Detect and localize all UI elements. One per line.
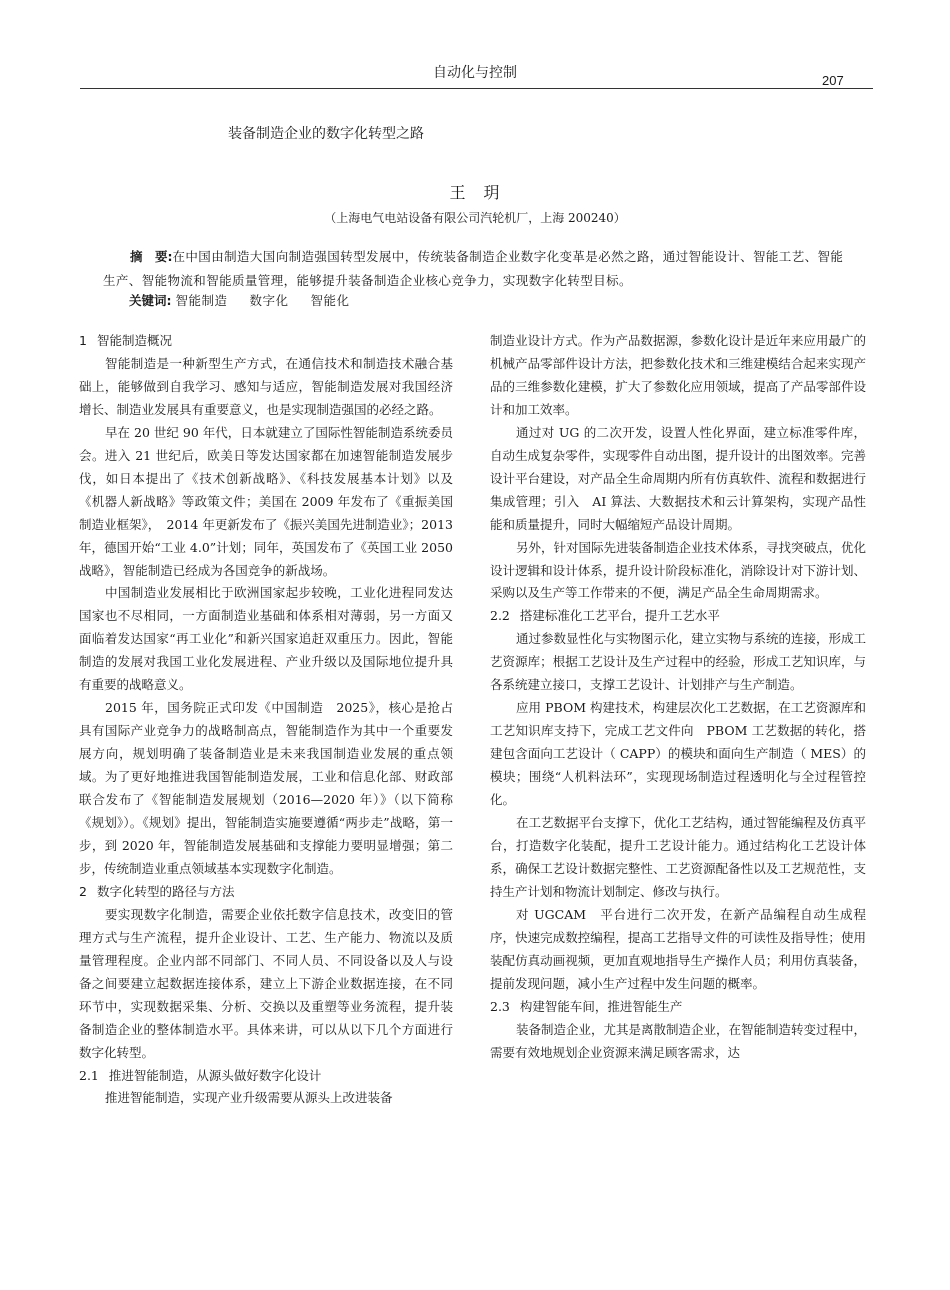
author: 王 玥 [449,183,501,202]
paragraph: 2015 年，国务院正式印发《中国制造 2025》，核心是抢占具有国际产业竞争力的战略制高点，智能制造作为其中一个重要发展方向，规划明确了装备制造业是未来我国制造业发展的重点领域。为了更好地推进我国智能制造发展，工业和信息化部、财政部联合发布了《智能制造发展规划（2016—2020 年）》（以下简称《规划》）。《规划》提出，智能制造实施要遵循“两步走”战略，第一步，到 2020 年，智能制造发展基础和支撑能力要明显增强；第二步，传统制造业重点领域基本实现数字化制造。 [79,700,453,876]
keywords-label: 关键词: [129,293,172,308]
abstract-label: 摘 要: [130,249,173,264]
header-rule [80,88,873,89]
abstract-text: 在中国由制造大国向制造强国转型发展中，传统装备制造企业数字化变革是必然之路，通过智能设计、智能工艺、智能生产、智能物流和智能质量管理，能够提升装备制造企业核心竞争力，实现数字化转型目标。 [103,249,844,288]
section-number: 2.2 [490,608,510,624]
journal-title: 自动化与控制 [433,65,517,81]
section-heading [490,996,866,1019]
abstract [103,245,853,293]
page-number: 207 [822,73,844,88]
paragraph: 在工艺数据平台支撑下，优化工艺结构，通过智能编程及仿真平台，打造数字化装配，提升工艺设计能力。通过结构化工艺设计体系，确保工艺设计数据完整性、工艺资源配备性以及工艺规范性，支持生产计划和物流计划制定、修改与执行。 [490,815,867,899]
left-column [79,330,453,1110]
keyword: 智能化 [310,293,350,308]
article-title: 装备制造企业的数字化转型之路 [228,126,424,142]
paragraph: 推进智能制造，实现产业升级需要从源头上改进装备 [105,1090,393,1106]
section-number: 2 [79,883,87,899]
keyword: 智能制造 [175,293,228,308]
section-heading-text: 构建智能车间，推进智能生产 [519,998,683,1014]
paragraph: 要实现数字化制造，需要企业依托数字信息技术，改变旧的管理方式与生产流程，提升企业设计、工艺、生产能力、物流以及质量管理程度。企业内部不同部门、不同人员、不同设备以及人与设备之间要建立起数据连接体系，建立上下游企业数据连接，在不同环节中，实现数据采集、分析、交换以及重塑等业务流程，提升装备制造企业的整体制造水平。具体来讲，可以从以下几个方面进行数字化转型。 [79,906,453,1060]
section-number: 2.1 [79,1067,99,1083]
section-heading-text: 搭建标准化工艺平台，提升工艺水平 [519,608,720,624]
paragraph: 另外，针对国际先进装备制造企业技术体系，寻找突破点，优化设计逻辑和设计体系，提升设计阶段标准化，消除设计对下游计划、采购以及生产等工作带来的不便，满足产品全生命周期需求。 [490,539,867,601]
section-heading [79,330,453,353]
paragraph: 对 UGCAM 平台进行二次开发，在新产品编程自动生成程序，快速完成数控编程，提高工艺指导文件的可读性及指导性；使用装配仿真动画视频，更加直观地指导生产操作人员；利用仿真装备，提前发现问题，减小生产过程中发生问题的概率。 [490,906,866,991]
section-number: 2.3 [490,998,510,1014]
paragraph: 智能制造是一种新型生产方式，在通信技术和制造技术融合基础上，能够做到自我学习、感知与适应，智能制造发展对我国经济增长、制造业发展具有重要意义，也是实现制造强国的必经之路。 [79,355,453,417]
keywords [129,291,372,311]
section-heading-text: 推进智能制造，从源头做好数字化设计 [108,1067,322,1083]
paragraph: 早在 20 世纪 90 年代，日本就建立了国际性智能制造系统委员会。进入 21 世纪后，欧美日等发达国家都在加速智能制造发展步伐，如日本提出了《技术创新战略》、《科技发展基本计划》以及《机器人新战略》等政策文件；美国在 2009 年发布了《重振美国制造业框架》， 2014 年更新发布了《振兴美国先进制造业》；2013 年，德国开始“工业 4.0”计划；同年，英国发布了《英国工业 2050 战略》，智能制造已经成为各国竞争的新战场。 [79,424,453,578]
right-column [490,330,866,1065]
keyword: 数字化 [249,293,289,308]
section-heading [79,881,453,904]
section-number: 1 [79,333,87,348]
paragraph: 装备制造企业，尤其是离散制造企业，在智能制造转变过程中，需要有效地规划企业资源来满足顾客需求，达 [490,1021,867,1060]
section-heading-text: 数字化转型的路径与方法 [96,883,235,899]
section-heading [79,1065,453,1088]
paragraph: 通过对 UG 的二次开发，设置人性化界面，建立标准零件库，自动生成复杂零件，实现零件自动出图，提升设计的出图效率。完善设计平台建设，对产品全生命周期内所有仿真软件、流程和数据进行集成管理；引入 AI 算法、大数据技术和云计算架构，实现产品性能和质量提升，同时大幅缩短产品设计周期。 [490,424,866,532]
paragraph: 应用 PBOM 构建技术，构建层次化工艺数据，在工艺资源库和工艺知识库支持下，完成工艺文件向 PBOM 工艺数据的转化，搭建包含面向工艺设计（ CAPP）的模块和面向生产制造（ MES）的模块；围绕“人机料法环”，实现现场制造过程透明化与全过程管控化。 [490,700,866,808]
paragraph: 中国制造业发展相比于欧洲国家起步较晚，工业化进程同发达国家也不尽相同，一方面制造业基础和体系相对薄弱，另一方面又面临着发达国家“再工业化”和新兴国家追赶双重压力。因此，智能制造的发展对我国工业化发展进程、产业升级以及国际地位提升具有重要的战略意义。 [79,585,453,693]
section-heading [490,605,866,628]
affiliation: （上海电气电站设备有限公司汽轮机厂，上海 200240） [324,211,626,225]
paragraph: 通过参数显性化与实物图示化，建立实物与系统的连接，形成工艺资源库；根据工艺设计及生产过程中的经验，形成工艺知识库，与各系统建立接口，支撑工艺设计、计划排产与生产制造。 [490,631,867,693]
paragraph: 制造业设计方式。作为产品数据源，参数化设计是近年来应用最广的机械产品零部件设计方法，把参数化技术和三维建模结合起来实现产品的三维参数化建模，扩大了参数化应用领域，提高了产品零部件设计和加工效率。 [490,333,866,417]
section-heading-text: 智能制造概况 [96,333,172,348]
